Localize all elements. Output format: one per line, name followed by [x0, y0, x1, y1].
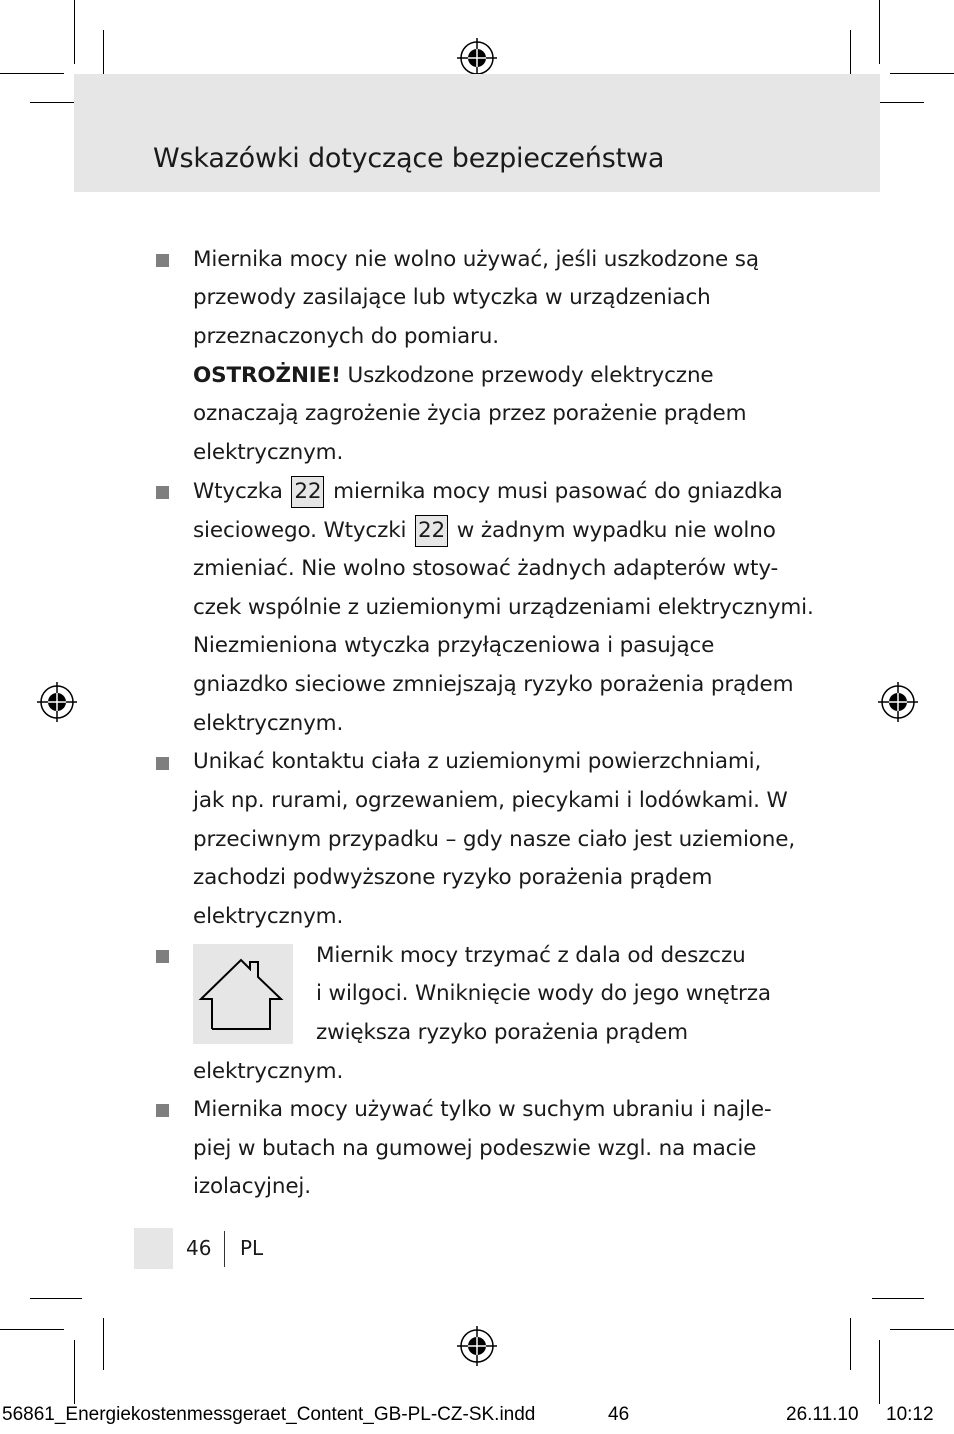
language-code: PL: [240, 1236, 264, 1260]
list-item-text: [193, 473, 783, 512]
bullet-marker: [156, 486, 169, 499]
slug-date: 26.11.10: [786, 1404, 859, 1425]
text-fragment: Wtyczka: [193, 479, 290, 504]
bullet-marker: [156, 254, 169, 267]
bullet-marker: [156, 757, 169, 770]
list-item-text: Miernika mocy używać tylko w suchym ubraniu i najle-: [193, 1097, 772, 1122]
caution-text: oznaczają zagrożenie życia przez porażenie prądem: [193, 401, 747, 426]
list-item-text: zachodzi podwyższone ryzyko porażenia prądem: [193, 865, 713, 890]
part-reference: 22: [291, 476, 324, 508]
list-item-text: elektrycznym.: [193, 904, 344, 929]
footer-divider: [224, 1231, 225, 1267]
house-indoor-use-icon: [193, 944, 293, 1044]
text-fragment: miernika mocy musi pasować do gniazdka: [326, 479, 783, 504]
list-item-text: Niezmieniona wtyczka przyłączeniowa i pasujące: [193, 633, 715, 658]
caution-text: Uszkodzone przewody elektryczne: [347, 363, 714, 388]
slug-time: 10:12: [886, 1404, 934, 1425]
slug-page: 46: [608, 1404, 630, 1425]
list-item-text: Miernik mocy trzymać z dala od deszczu: [316, 943, 746, 968]
list-item-text: zmieniać. Nie wolno stosować żadnych adapterów wty-: [193, 556, 779, 581]
text-fragment: sieciowego. Wtyczki: [193, 518, 414, 543]
page-tab: [134, 1228, 173, 1269]
caution-text: elektrycznym.: [193, 440, 344, 465]
list-item-text: i wilgoci. Wniknięcie wody do jego wnętrza: [316, 981, 771, 1006]
slug-filename: 56861_Energiekostenmessgeraet_Content_GB-PL-CZ-SK.indd: [2, 1404, 536, 1425]
page-number: 46: [186, 1236, 212, 1260]
list-item-text: przeciwnym przypadku – gdy nasze ciało jest uziemione,: [193, 827, 796, 852]
list-item-text: piej w butach na gumowej podeszwie wzgl. na macie: [193, 1136, 757, 1161]
bullet-marker: [156, 1104, 169, 1117]
bullet-marker: [156, 950, 169, 963]
list-item-text: gniazdko sieciowe zmniejszają ryzyko porażenia prądem: [193, 672, 794, 697]
list-item-text: jak np. rurami, ogrzewaniem, piecykami i lodówkami. W: [193, 788, 788, 813]
caution-label: OSTROŻNIE!: [193, 363, 341, 388]
text-fragment: w żadnym wypadku nie wolno: [450, 518, 776, 543]
page-title: Wskazówki dotyczące bezpieczeństwa: [153, 143, 665, 174]
list-item-text: przewody zasilające lub wtyczka w urządzeniach: [193, 285, 711, 310]
list-item-text: Miernika mocy nie wolno używać, jeśli uszkodzone są: [193, 247, 759, 272]
list-item-text: czek wspólnie z uziemionymi urządzeniami elektrycznymi.: [193, 595, 814, 620]
part-reference: 22: [415, 515, 448, 547]
list-item-text: [193, 512, 776, 551]
list-item-text: elektrycznym.: [193, 711, 344, 736]
list-item-text: izolacyjnej.: [193, 1174, 311, 1199]
caution-line: [193, 357, 714, 396]
house-icon: [193, 944, 293, 1044]
list-item-text: elektrycznym.: [193, 1059, 344, 1084]
list-item-text: Unikać kontaktu ciała z uziemionymi powierzchniami,: [193, 749, 762, 774]
list-item-text: zwiększa ryzyko porażenia prądem: [316, 1020, 688, 1045]
list-item-text: przeznaczonych do pomiaru.: [193, 324, 499, 349]
